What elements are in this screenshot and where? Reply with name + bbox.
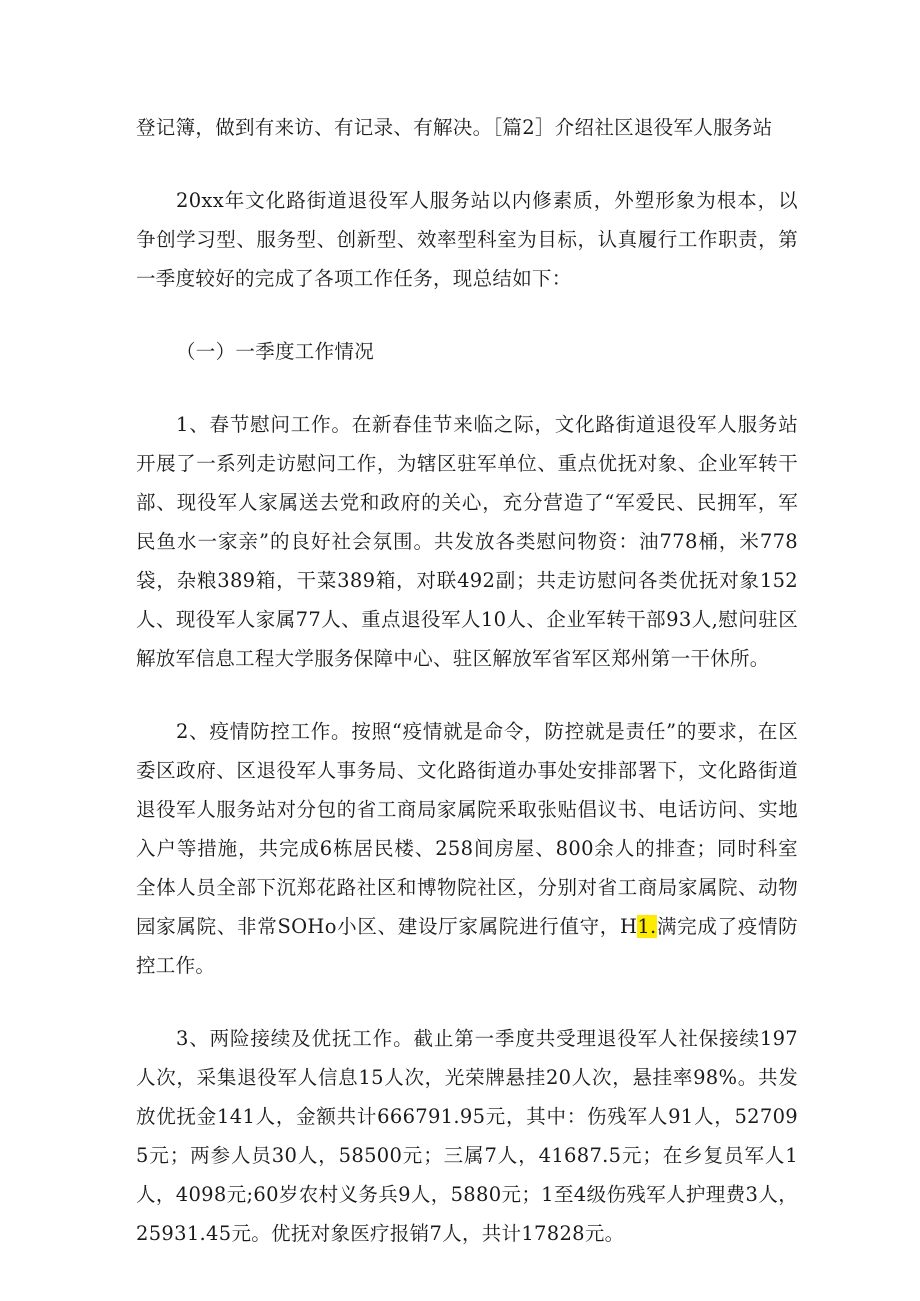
paragraph-insurance-care: 3、两险接续及优抚工作。截止第一季度共受理退役军人社保接续197人次，采集退役军人信息15人次，光荣牌悬挂20人次，悬挂率98%。共发放优抚金141人，金额共计666791.95元，其中：伤残军人91人，527095元；两参人员30人，58500元；三属7人，41687.5元；在乡复员军人1人，4098元;60岁农村义务兵9人，5880元；1至4级伤残军人护理费3人，25931.45元。优抚对象医疗报销7人，共计17828元。 bbox=[136, 1027, 798, 1245]
highlighted-text: 1. bbox=[637, 915, 657, 938]
paragraph-epidemic-text: 2、疫情防控工作。按照“疫情就是命令，防控就是责任”的要求，在区委区政府、区退役军人事务局、文化路街道办事处安排部署下，文化路街道退役军人服务站对分包的省工商局家属院釆取张贴倡议书、电话访问、实地入户等措施，共完成6栋居民楼、258间房屋、800余人的排查；同时科室全体人员全部下沉郑花路社区和博物院社区，分别对省工商局家属院、动物园家属院、非常SOHo小区、建设厅家属院进行值守，H bbox=[136, 720, 798, 938]
section-heading: （一）一季度工作情况 bbox=[176, 340, 375, 363]
paragraph-epidemic-text-tail: 满完成了疫情防控工作。 bbox=[136, 915, 798, 977]
paragraph-continuation: 登记簿，做到有来访、有记录、有解决。［篇2］介绍社区退役军人服务站 bbox=[136, 116, 773, 139]
paragraph-intro: 20xx年文化路街道退役军人服务站以内修素质，外塑形象为根本，以争创学习型、服务型、创新型、效率型科室为目标，认真履行工作职责，第一季度较好的完成了各项工作任务，现总结如下： bbox=[136, 189, 798, 290]
paragraph-spring-festival: 1、春节慰问工作。在新春佳节来临之际，文化路街道退役军人服务站开展了一系列走访慰问工作，为辖区驻军单位、重点优抚对象、企业军转干部、现役军人家属送去党和政府的关心，充分营造了“军爱民、民拥军，军民鱼水一家亲”的良好社会氛围。共发放各类慰问物资：油778桶，米778袋，杂粮389箱，干菜389箱，对联492副；共走访慰问各类优抚对象152人、现役军人家属77人、重点退役军人10人、企业军转干部93人,慰问驻区解放军信息工程大学服务保障中心、驻区解放军省军区郑州第一干休所。 bbox=[136, 413, 798, 670]
paragraph-epidemic-control bbox=[136, 712, 798, 985]
document-page bbox=[136, 108, 798, 1253]
